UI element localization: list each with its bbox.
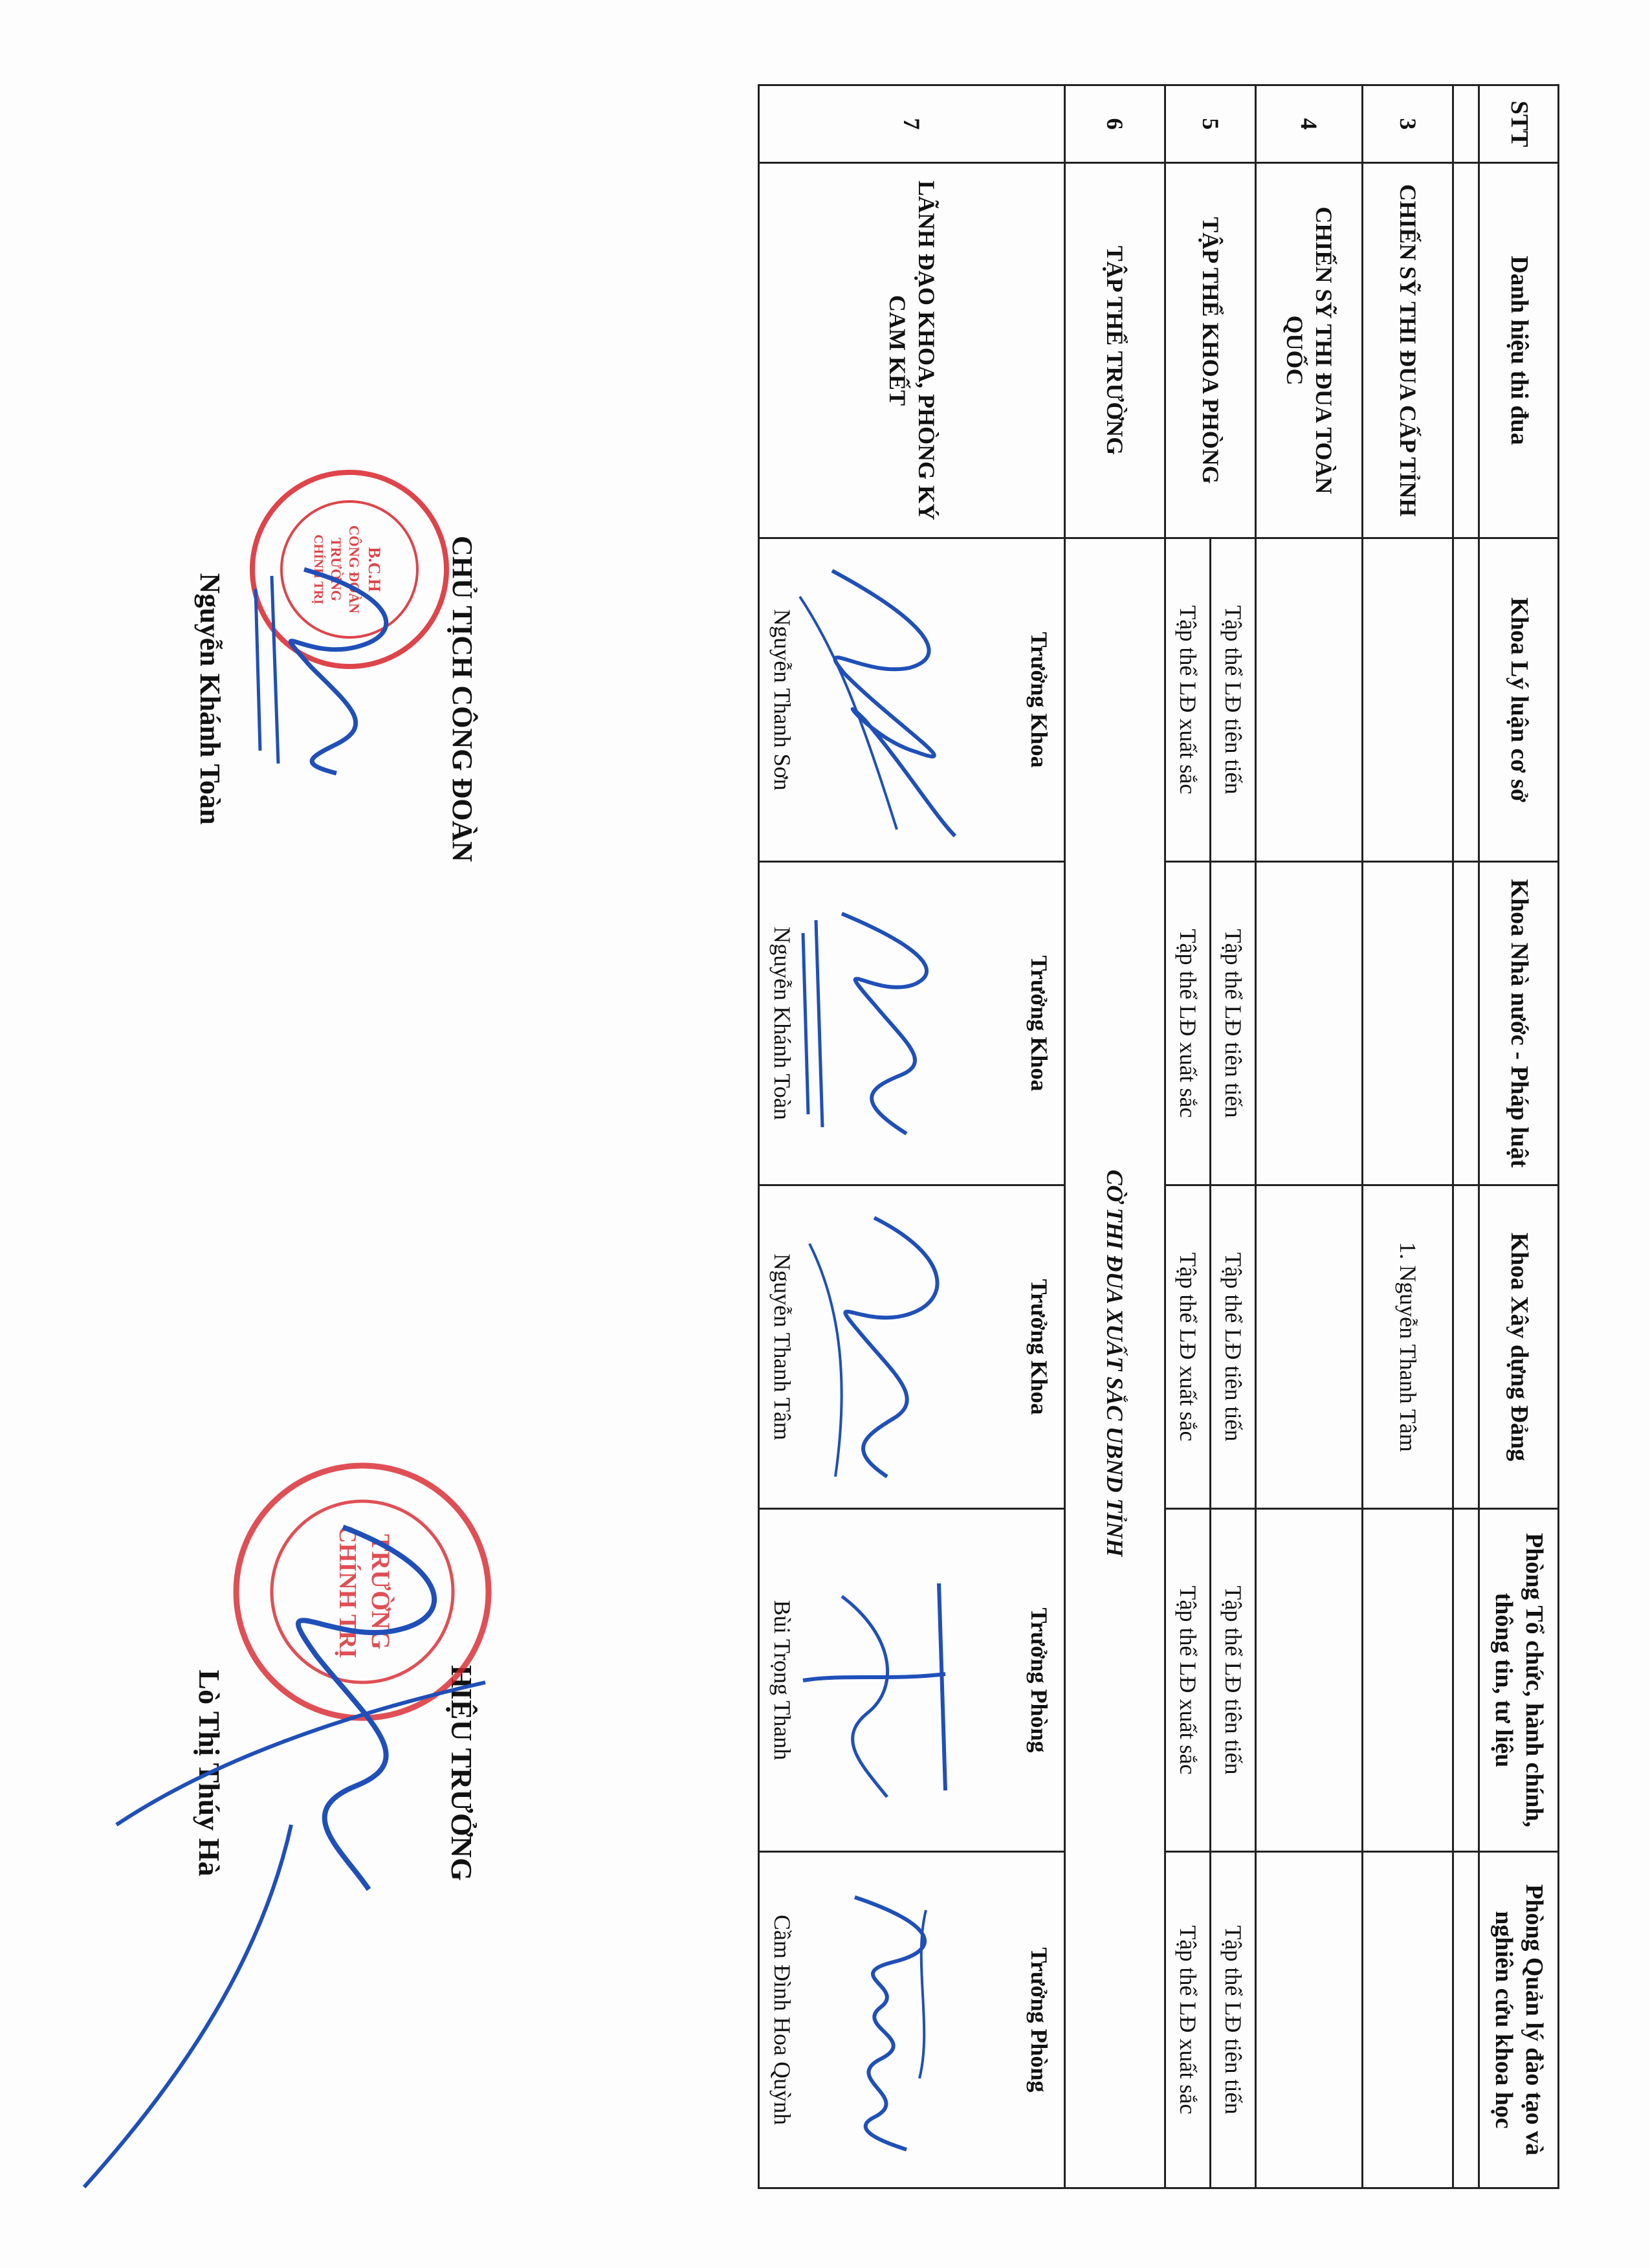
header-unit-qldt: Phòng Quản lý đào tạo và nghiên cứu khoa học	[1479, 1852, 1559, 2188]
signature-cell	[759, 1852, 1065, 2188]
signer-name: Nguyễn Thanh Sơn	[769, 609, 795, 791]
signer-role: Trưởng Khoa	[1026, 1279, 1052, 1415]
header-unit-llcs: Khoa Lý luận cơ sở	[1479, 538, 1559, 862]
row3-stt: 3	[1363, 85, 1453, 163]
signature-icon	[784, 1545, 991, 1816]
cell-ldtt: Tập thể LĐ tiên tiến	[1211, 538, 1256, 862]
signer-name: Bùi Trọng Thanh	[769, 1600, 795, 1761]
signer-role: Trưởng Khoa	[1026, 955, 1052, 1092]
commitment-table	[758, 84, 1559, 2189]
svg-text:CHÍNH TRỊ: CHÍNH TRỊ	[334, 1525, 361, 1658]
chairman-signature-icon	[239, 556, 434, 776]
signature-icon	[780, 558, 994, 842]
signature-cell	[759, 1185, 1065, 1509]
svg-text:CHÍNH TRỊ: CHÍNH TRỊ	[311, 534, 325, 604]
table-header-row	[1479, 85, 1559, 2188]
signature-icon	[784, 1205, 991, 1490]
cell-ldxs: Tập thể LĐ xuất sắc	[1165, 862, 1211, 1185]
footer-right-title: HIỆU TRƯỞNG	[445, 1665, 478, 1881]
row7-stt: 7	[759, 85, 1065, 163]
header-stt: STT	[1479, 85, 1559, 163]
table-row	[1065, 85, 1165, 2188]
cell-ldxs: Tập thể LĐ xuất sắc	[1165, 1852, 1211, 2188]
table-row-signatures	[759, 85, 1065, 2188]
signer-name: Nguyễn Khánh Toàn	[769, 927, 795, 1120]
svg-text:TRƯỜNG: TRƯỜNG	[328, 537, 344, 602]
table-row	[1363, 85, 1453, 2188]
footer-left-name: Nguyễn Khánh Toàn	[194, 573, 226, 825]
cell-ldxs: Tập thể LĐ xuất sắc	[1165, 1509, 1211, 1852]
svg-text:TRƯỜNG: TRƯỜNG	[366, 1534, 395, 1650]
svg-text:CÔNG ĐOÀN: CÔNG ĐOÀN	[346, 525, 362, 614]
row7-title: LÃNH ĐẠO KHOA, PHÒNG KÝ CAM KẾT	[759, 163, 1065, 538]
header-danh-hieu: Danh hiệu thi đua	[1479, 163, 1559, 538]
cell-ldtt: Tập thể LĐ tiên tiến	[1211, 1185, 1256, 1509]
signature-icon	[790, 1884, 984, 2156]
signature-cell	[759, 862, 1065, 1185]
footer-right-name: Lò Thị Thúy Hà	[193, 1669, 226, 1877]
signature-cell	[759, 538, 1065, 862]
table-row-tien-tien	[1211, 85, 1256, 2188]
signature-icon	[790, 894, 984, 1153]
principal-signature-icon	[19, 1488, 537, 2200]
signer-name: Nguyễn Thanh Tâm	[769, 1253, 795, 1440]
table-row-blank	[1453, 85, 1479, 2188]
row4-title: CHIẾN SỸ THI ĐUA TOÀN QUỐC	[1256, 163, 1363, 538]
signer-role: Trưởng Khoa	[1026, 632, 1052, 768]
row6-merged: CỜ THI ĐUA XUẤT SẮC UBND TỈNH	[1065, 538, 1165, 2188]
footer-left-title: CHỦ TỊCH CÔNG ĐOÀN	[446, 535, 478, 862]
signature-cell	[759, 1509, 1065, 1852]
row5-stt: 5	[1165, 85, 1256, 163]
row3-entry-xdd: 1. Nguyễn Thanh Tâm	[1363, 1185, 1453, 1509]
cell-ldtt: Tập thể LĐ tiên tiến	[1211, 1509, 1256, 1852]
row6-stt: 6	[1065, 85, 1165, 163]
row5-title: TẬP THỂ KHOA PHÒNG	[1165, 163, 1256, 538]
row3-title: CHIẾN SỸ THI ĐUA CẤP TỈNH	[1363, 163, 1453, 538]
cell-ldxs: Tập thể LĐ xuất sắc	[1165, 538, 1211, 862]
signer-name: Cầm Đình Hoa Quỳnh	[769, 1915, 795, 2125]
cell-ldtt: Tập thể LĐ tiên tiến	[1211, 862, 1256, 1185]
header-unit-xdd: Khoa Xây dựng Đảng	[1479, 1185, 1559, 1509]
signer-role: Trưởng Phòng	[1026, 1947, 1052, 2093]
header-unit-nnpl: Khoa Nhà nước - Pháp luật	[1479, 862, 1559, 1185]
header-unit-tchc: Phòng Tổ chức, hành chính, thông tin, tư liệu	[1479, 1509, 1559, 1852]
svg-text:B.C.H: B.C.H	[365, 547, 384, 592]
signer-role: Trưởng Phòng	[1026, 1607, 1052, 1753]
cell-ldxs: Tập thể LĐ xuất sắc	[1165, 1185, 1211, 1509]
row6-title: TẬP THỂ TRƯỜNG	[1065, 163, 1165, 538]
row4-stt: 4	[1256, 85, 1363, 163]
cell-ldtt: Tập thể LĐ tiên tiến	[1211, 1852, 1256, 2188]
table-row	[1256, 85, 1363, 2188]
